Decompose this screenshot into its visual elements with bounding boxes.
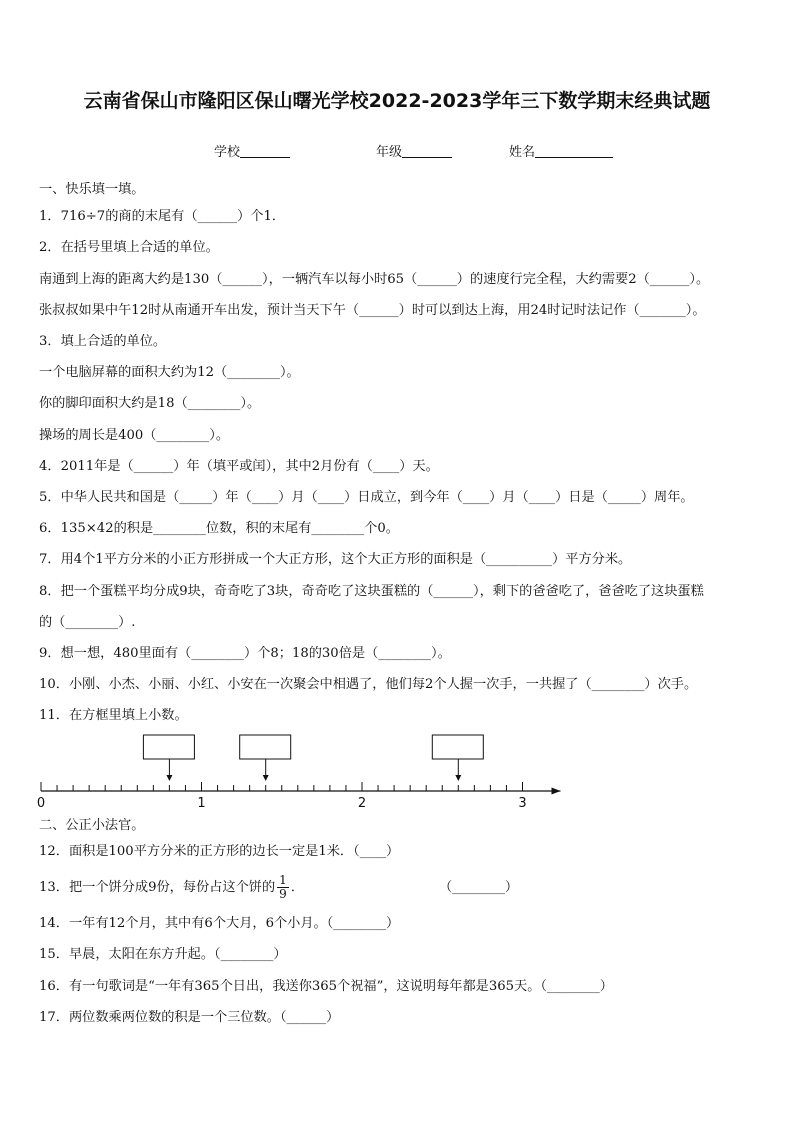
name-label: 姓名 xyxy=(509,145,536,160)
question-6: 6．135×42的积是________位数，积的末尾有________个0。 xyxy=(39,521,399,536)
pointer-arrowhead-1 xyxy=(166,775,172,781)
question-13 xyxy=(39,874,304,902)
pointer-arrowhead-3 xyxy=(455,775,461,781)
question-12: 12．面积是100平方分米的正方形的边长一定是1米．（____） xyxy=(39,844,400,859)
school-field xyxy=(214,141,290,160)
question-1: 1．716÷7的商的末尾有（______）个1． xyxy=(39,209,286,224)
question-8-line-1: 8．把一个蛋糕平均分成9块，奇奇吃了3块，奇奇吃了这块蛋糕的（______），剩下的爸爸吃了，爸爸吃了这块蛋糕 xyxy=(39,584,704,599)
question-11: 11．在方框里填上小数。 xyxy=(39,708,188,723)
question-16: 16．有一句歌词是“一年有365个日出，我送你365个祝福”，这说明每年都是365天。（________） xyxy=(39,979,613,994)
question-17: 17．两位数乘两位数的积是一个三位数。（______） xyxy=(39,1010,340,1025)
question-15: 15．早晨，太阳在东方升起。（________） xyxy=(39,947,287,962)
number-line-arrowhead xyxy=(552,788,561,795)
question-2-part-b: 张叔叔如果中午12时从南通开车出发，预计当天下午（______）时可以到达上海，用24时记时法记作（_______）。 xyxy=(39,303,706,318)
tick-label-1: 1 xyxy=(197,796,206,811)
question-8-line-2: 的（________）. xyxy=(39,615,136,630)
grade-label: 年级 xyxy=(376,145,403,160)
grade-field xyxy=(376,141,452,160)
answer-box-3[interactable] xyxy=(432,735,483,759)
question-14: 14．一年有12个月，其中有6个大月，6个小月。（________） xyxy=(39,916,400,931)
tick-label-0: 0 xyxy=(36,796,46,811)
fraction-one-ninth xyxy=(277,874,289,901)
question-3: 3．填上合适的单位。 xyxy=(39,334,167,349)
question-9: 9．想一想，480里面有（________）个8；18的30倍是（________）。 xyxy=(39,646,451,661)
question-10: 10．小刚、小杰、小丽、小红、小安在一次聚会中相遇了，他们每2个人握一次手，一共握了（________）次手。 xyxy=(39,677,698,692)
question-3-part-c: 操场的周长是400（________）。 xyxy=(39,428,230,443)
tick-label-2: 2 xyxy=(357,796,367,811)
answer-box-2[interactable] xyxy=(240,735,291,759)
question-3-part-a: 一个电脑屏幕的面积大约为12（________）。 xyxy=(39,365,300,380)
question-7: 7．用4个1平方分米的小正方形拼成一个大正方形，这个大正方形的面积是（__________）平方分米。 xyxy=(39,552,632,567)
question-2-part-a: 南通到上海的距离大约是130（______），一辆汽车以每小时65（______）的速度行完全程，大约需要2（______）。 xyxy=(39,272,710,287)
number-line-figure xyxy=(30,728,575,812)
fraction-numerator: 1 xyxy=(279,873,287,887)
school-blank[interactable] xyxy=(240,144,290,158)
question-4: 4．2011年是（______）年（填平或闰），其中2月份有（____）天。 xyxy=(39,459,439,474)
name-blank[interactable] xyxy=(535,144,613,158)
question-5: 5．中华人民共和国是（_____）年（____）月（____）日成立，到今年（____）月（____）日是（_____）周年。 xyxy=(39,490,694,505)
tick-label-3: 3 xyxy=(518,796,527,811)
section-2-heading: 二、公正小法官。 xyxy=(39,818,145,833)
pointer-arrowhead-2 xyxy=(263,775,269,781)
question-13-text: 13．把一个饼分成9份，每份占这个饼的 xyxy=(39,880,276,895)
grade-blank[interactable] xyxy=(402,144,452,158)
page-title: 云南省保山市隆阳区保山曙光学校2022-2023学年三下数学期末经典试题 xyxy=(83,90,711,112)
question-2: 2．在括号里填上合适的单位。 xyxy=(39,240,219,255)
question-13-answer-blank[interactable]: （________） xyxy=(439,880,519,895)
question-13-period: ． xyxy=(290,880,304,895)
section-1-heading: 一、快乐填一填。 xyxy=(39,182,145,197)
answer-box-1[interactable] xyxy=(143,735,194,759)
question-3-part-b: 你的脚印面积大约是18（________）。 xyxy=(39,396,261,411)
school-label: 学校 xyxy=(214,145,241,160)
fraction-denominator: 9 xyxy=(279,887,287,901)
name-field xyxy=(509,141,613,160)
